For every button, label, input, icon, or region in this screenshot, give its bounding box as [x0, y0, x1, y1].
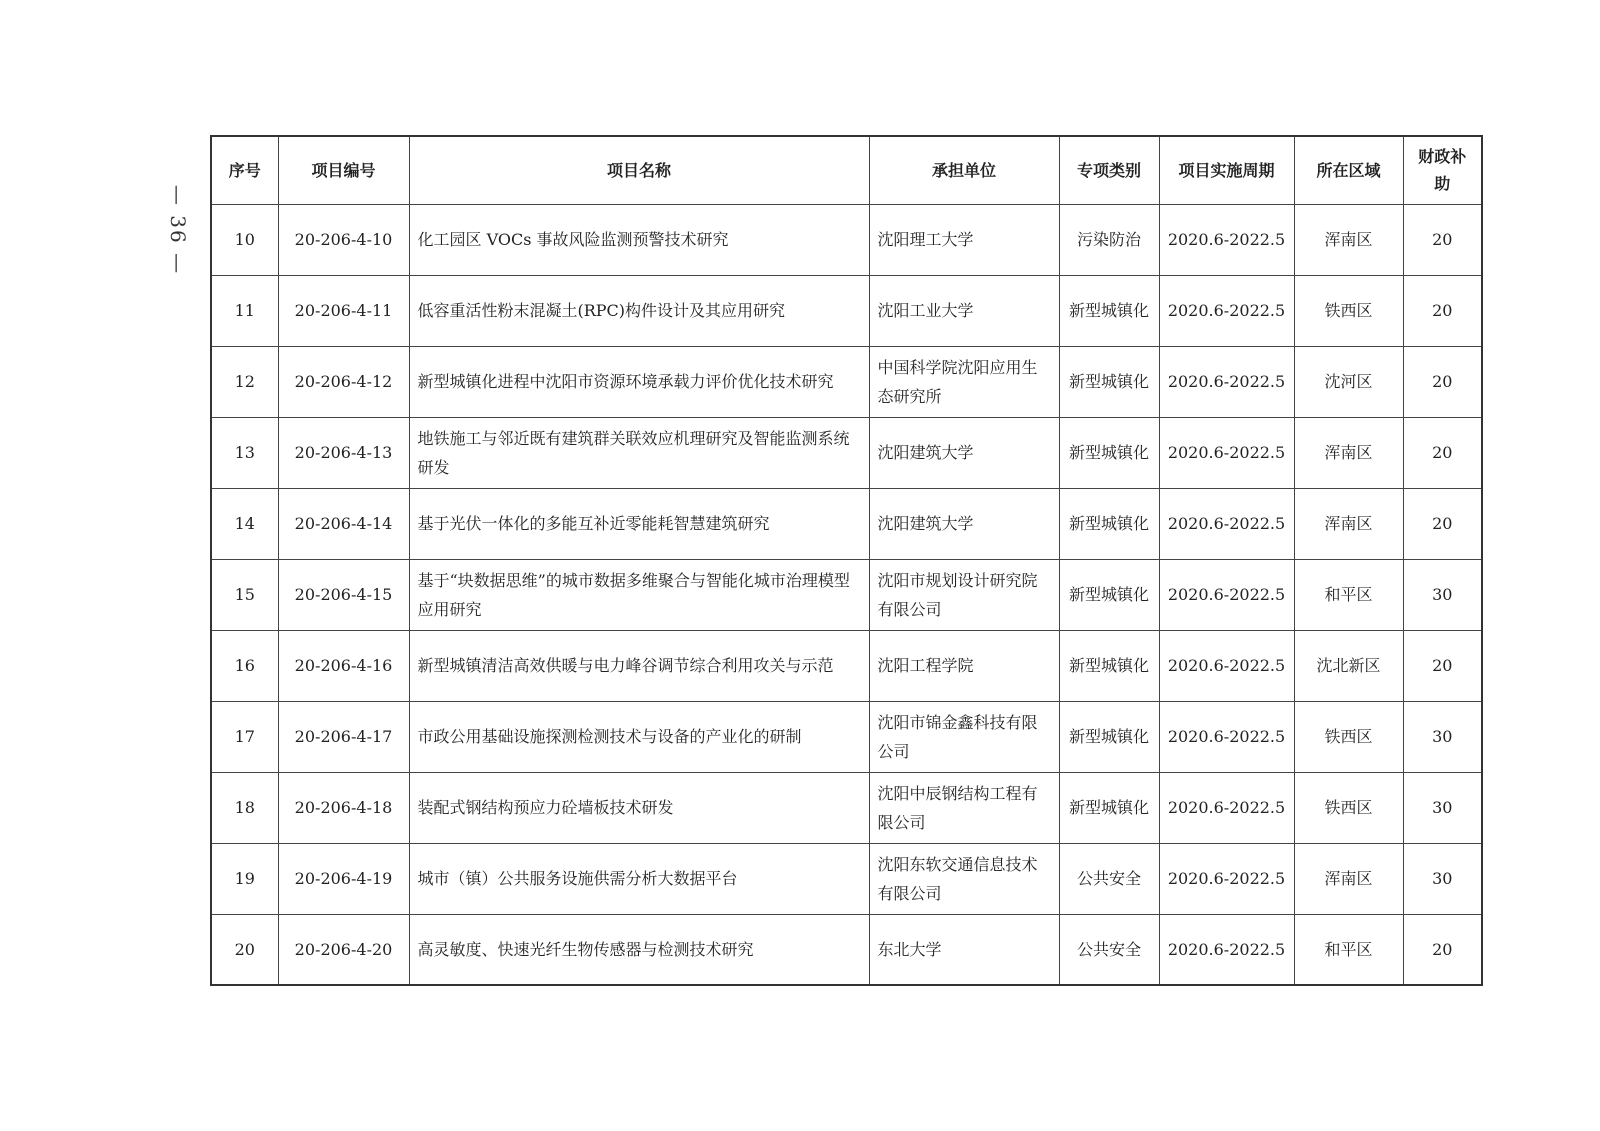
- header-row: [211, 136, 1482, 204]
- table-row: [211, 488, 1482, 559]
- cell-code: 20-206-4-18: [278, 772, 409, 843]
- cell-unit: 沈阳建筑大学: [869, 488, 1059, 559]
- cell-subsidy: 30: [1403, 701, 1482, 772]
- cell-period: 2020.6-2022.5: [1159, 701, 1294, 772]
- header-code: 项目编号: [278, 136, 409, 204]
- table-row: [211, 701, 1482, 772]
- page-number-text: — 36 —: [166, 184, 191, 276]
- cell-subsidy: 20: [1403, 417, 1482, 488]
- cell-unit: 沈阳市规划设计研究院有限公司: [869, 559, 1059, 630]
- cell-subsidy: 20: [1403, 630, 1482, 701]
- cell-project-name: 高灵敏度、快速光纤生物传感器与检测技术研究: [409, 914, 869, 985]
- cell-period: 2020.6-2022.5: [1159, 488, 1294, 559]
- cell-district: 铁西区: [1294, 701, 1403, 772]
- cell-subsidy: 20: [1403, 914, 1482, 985]
- cell-period: 2020.6-2022.5: [1159, 630, 1294, 701]
- cell-project-name: 化工园区 VOCs 事故风险监测预警技术研究: [409, 204, 869, 275]
- cell-subsidy: 20: [1403, 346, 1482, 417]
- cell-period: 2020.6-2022.5: [1159, 843, 1294, 914]
- cell-period: 2020.6-2022.5: [1159, 204, 1294, 275]
- cell-code: 20-206-4-20: [278, 914, 409, 985]
- cell-code: 20-206-4-16: [278, 630, 409, 701]
- cell-category: 新型城镇化: [1059, 417, 1159, 488]
- cell-period: 2020.6-2022.5: [1159, 346, 1294, 417]
- cell-district: 沈河区: [1294, 346, 1403, 417]
- cell-seq: 13: [211, 417, 278, 488]
- table-row: [211, 275, 1482, 346]
- cell-seq: 18: [211, 772, 278, 843]
- table-row: [211, 914, 1482, 985]
- cell-unit: 沈阳建筑大学: [869, 417, 1059, 488]
- cell-period: 2020.6-2022.5: [1159, 275, 1294, 346]
- cell-unit: 沈阳工业大学: [869, 275, 1059, 346]
- cell-seq: 10: [211, 204, 278, 275]
- cell-district: 浑南区: [1294, 417, 1403, 488]
- cell-category: 新型城镇化: [1059, 488, 1159, 559]
- cell-project-name: 装配式钢结构预应力砼墙板技术研发: [409, 772, 869, 843]
- cell-seq: 11: [211, 275, 278, 346]
- cell-subsidy: 30: [1403, 772, 1482, 843]
- table-row: [211, 843, 1482, 914]
- cell-unit: 沈阳市锦金鑫科技有限公司: [869, 701, 1059, 772]
- cell-unit: 沈阳中辰钢结构工程有限公司: [869, 772, 1059, 843]
- cell-period: 2020.6-2022.5: [1159, 559, 1294, 630]
- cell-seq: 15: [211, 559, 278, 630]
- header-seq: 序号: [211, 136, 278, 204]
- cell-subsidy: 20: [1403, 488, 1482, 559]
- cell-project-name: 新型城镇化进程中沈阳市资源环境承载力评价优化技术研究: [409, 346, 869, 417]
- cell-district: 浑南区: [1294, 204, 1403, 275]
- cell-code: 20-206-4-15: [278, 559, 409, 630]
- cell-district: 铁西区: [1294, 772, 1403, 843]
- cell-code: 20-206-4-17: [278, 701, 409, 772]
- cell-project-name: 基于“块数据思维”的城市数据多维聚合与智能化城市治理模型应用研究: [409, 559, 869, 630]
- cell-code: 20-206-4-10: [278, 204, 409, 275]
- cell-district: 和平区: [1294, 914, 1403, 985]
- cell-seq: 16: [211, 630, 278, 701]
- header-subsidy: 财政补助: [1403, 136, 1482, 204]
- cell-category: 新型城镇化: [1059, 701, 1159, 772]
- cell-project-name: 城市（镇）公共服务设施供需分析大数据平台: [409, 843, 869, 914]
- header-period: 项目实施周期: [1159, 136, 1294, 204]
- cell-seq: 12: [211, 346, 278, 417]
- cell-unit: 沈阳东软交通信息技术有限公司: [869, 843, 1059, 914]
- cell-code: 20-206-4-11: [278, 275, 409, 346]
- table-row: [211, 204, 1482, 275]
- table-row: [211, 559, 1482, 630]
- cell-code: 20-206-4-14: [278, 488, 409, 559]
- cell-period: 2020.6-2022.5: [1159, 417, 1294, 488]
- cell-period: 2020.6-2022.5: [1159, 914, 1294, 985]
- cell-category: 污染防治: [1059, 204, 1159, 275]
- cell-project-name: 新型城镇清洁高效供暖与电力峰谷调节综合利用攻关与示范: [409, 630, 869, 701]
- table-body: [211, 204, 1482, 985]
- cell-unit: 沈阳工程学院: [869, 630, 1059, 701]
- header-name: 项目名称: [409, 136, 869, 204]
- cell-code: 20-206-4-19: [278, 843, 409, 914]
- cell-code: 20-206-4-12: [278, 346, 409, 417]
- project-table: [210, 135, 1483, 986]
- cell-project-name: 低容重活性粉末混凝土(RPC)构件设计及其应用研究: [409, 275, 869, 346]
- page-number: [156, 170, 200, 290]
- cell-district: 浑南区: [1294, 488, 1403, 559]
- table-row: [211, 772, 1482, 843]
- cell-seq: 14: [211, 488, 278, 559]
- cell-subsidy: 30: [1403, 559, 1482, 630]
- cell-category: 新型城镇化: [1059, 346, 1159, 417]
- table-row: [211, 346, 1482, 417]
- cell-district: 铁西区: [1294, 275, 1403, 346]
- cell-unit: 东北大学: [869, 914, 1059, 985]
- cell-district: 浑南区: [1294, 843, 1403, 914]
- cell-seq: 19: [211, 843, 278, 914]
- cell-project-name: 基于光伏一体化的多能互补近零能耗智慧建筑研究: [409, 488, 869, 559]
- table-row: [211, 630, 1482, 701]
- cell-category: 新型城镇化: [1059, 630, 1159, 701]
- cell-subsidy: 30: [1403, 843, 1482, 914]
- header-unit: 承担单位: [869, 136, 1059, 204]
- cell-seq: 20: [211, 914, 278, 985]
- cell-code: 20-206-4-13: [278, 417, 409, 488]
- cell-subsidy: 20: [1403, 204, 1482, 275]
- cell-period: 2020.6-2022.5: [1159, 772, 1294, 843]
- header-district: 所在区域: [1294, 136, 1403, 204]
- cell-category: 公共安全: [1059, 914, 1159, 985]
- table-row: [211, 417, 1482, 488]
- cell-seq: 17: [211, 701, 278, 772]
- cell-district: 沈北新区: [1294, 630, 1403, 701]
- cell-district: 和平区: [1294, 559, 1403, 630]
- cell-unit: 中国科学院沈阳应用生态研究所: [869, 346, 1059, 417]
- cell-category: 新型城镇化: [1059, 772, 1159, 843]
- cell-category: 新型城镇化: [1059, 559, 1159, 630]
- cell-category: 公共安全: [1059, 843, 1159, 914]
- cell-project-name: 地铁施工与邻近既有建筑群关联效应机理研究及智能监测系统研发: [409, 417, 869, 488]
- cell-unit: 沈阳理工大学: [869, 204, 1059, 275]
- cell-project-name: 市政公用基础设施探测检测技术与设备的产业化的研制: [409, 701, 869, 772]
- cell-subsidy: 20: [1403, 275, 1482, 346]
- cell-category: 新型城镇化: [1059, 275, 1159, 346]
- header-category: 专项类别: [1059, 136, 1159, 204]
